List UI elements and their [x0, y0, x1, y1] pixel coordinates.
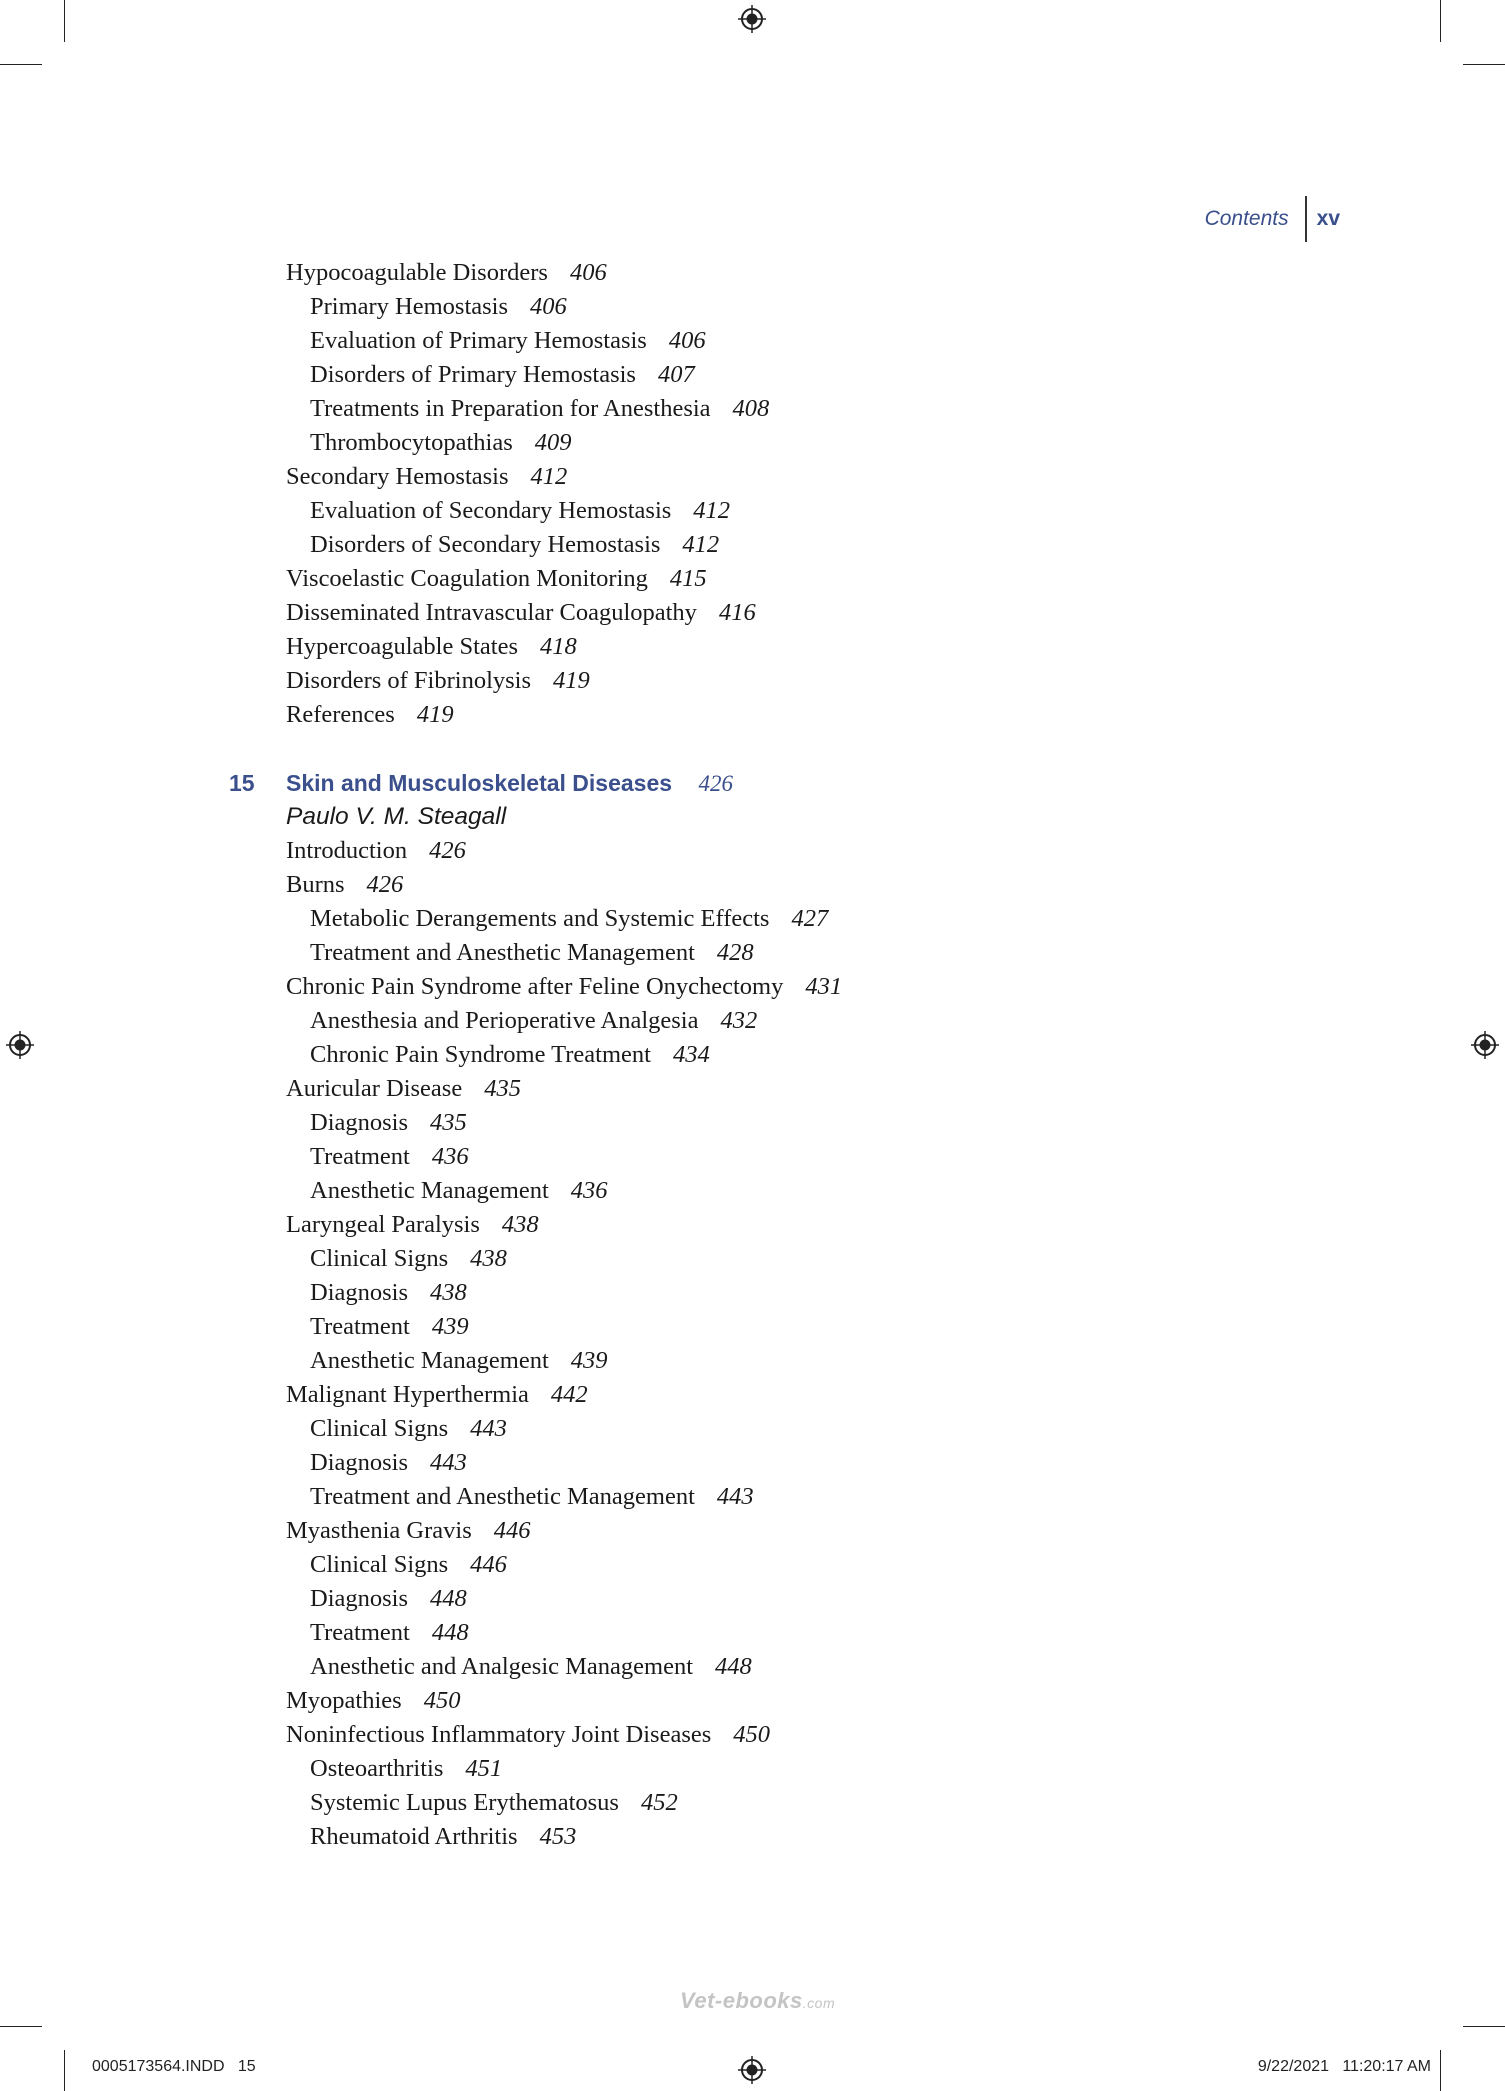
toc-entry[interactable]	[286, 1038, 1286, 1072]
chapter-page: 426	[698, 771, 734, 796]
toc-entry-title: Chronic Pain Syndrome after Feline Onychectomy	[286, 973, 784, 1000]
chapter-number: 15	[229, 770, 255, 796]
toc-entry[interactable]	[286, 970, 1286, 1004]
toc-entry-page: 442	[550, 1381, 588, 1408]
toc-entry-title: Chronic Pain Syndrome Treatment	[310, 1041, 651, 1068]
toc-entry-page: 426	[366, 871, 404, 898]
toc-entry-page: 431	[805, 973, 843, 1000]
toc-entry-title: Rheumatoid Arthritis	[310, 1823, 518, 1850]
toc-entry-page: 434	[672, 1041, 710, 1068]
toc-entry-title: Laryngeal Paralysis	[286, 1211, 480, 1238]
toc-entry[interactable]	[286, 1276, 1286, 1310]
crop-mark	[0, 64, 42, 65]
toc-entry-page: 436	[570, 1177, 608, 1204]
toc-entry-title: Secondary Hemostasis	[286, 463, 509, 490]
toc-entry-page: 446	[493, 1517, 531, 1544]
toc-entry-page: 409	[534, 429, 572, 456]
toc-entry[interactable]	[286, 256, 1286, 290]
toc-entry-title: Evaluation of Primary Hemostasis	[310, 327, 647, 354]
chapter-spacer	[286, 732, 1286, 766]
toc-entry-title: Systemic Lupus Erythematosus	[310, 1789, 619, 1816]
toc-entry-title: Diagnosis	[310, 1279, 408, 1306]
toc-entry-title: Treatment	[310, 1313, 410, 1340]
registration-mark-icon	[737, 4, 767, 34]
toc-entry-title: Disorders of Primary Hemostasis	[310, 361, 636, 388]
toc-entry[interactable]	[286, 1820, 1286, 1854]
crop-mark	[64, 2050, 65, 2091]
toc-entry-title: Primary Hemostasis	[310, 293, 509, 320]
toc-entry-title: Hypocoagulable Disorders	[286, 259, 548, 286]
toc-entry[interactable]	[286, 1616, 1286, 1650]
slug-datetime: 9/22/2021 11:20:17 AM	[1257, 2058, 1431, 2075]
toc-entry-title: Myopathies	[286, 1687, 402, 1714]
toc-entry-page: 418	[539, 633, 577, 660]
toc-entry[interactable]	[286, 1446, 1286, 1480]
toc-entry-page: 408	[732, 395, 770, 422]
toc-entry[interactable]	[286, 562, 1286, 596]
toc-entry[interactable]	[286, 1718, 1286, 1752]
toc-entry-title: Disseminated Intravascular Coagulopathy	[286, 599, 697, 626]
toc-entry[interactable]	[286, 902, 1286, 936]
toc-entry-page: 452	[640, 1789, 678, 1816]
toc-entry-page: 406	[569, 259, 607, 286]
toc-entry-title: Osteoarthritis	[310, 1755, 444, 1782]
toc-entry[interactable]	[286, 1208, 1286, 1242]
table-of-contents	[229, 256, 1286, 1854]
toc-entry-title: Malignant Hyperthermia	[286, 1381, 529, 1408]
toc-entry-page: 412	[530, 463, 568, 490]
slug-file: 0005173564.INDD 15	[92, 2058, 256, 2075]
toc-entry[interactable]	[286, 1072, 1286, 1106]
toc-entry-title: Treatment and Anesthetic Management	[310, 1483, 695, 1510]
toc-entry-title: Noninfectious Inflammatory Joint Diseases	[286, 1721, 712, 1748]
toc-entry-page: 448	[715, 1653, 752, 1680]
toc-entry-page: 439	[431, 1313, 469, 1340]
toc-list-before	[286, 256, 1286, 732]
toc-entry[interactable]	[286, 1004, 1286, 1038]
toc-entry-page: 435	[484, 1075, 521, 1102]
toc-entry-page: 451	[465, 1755, 503, 1782]
watermark-main: Vet-ebooks	[680, 1988, 803, 2013]
toc-entry-page: 419	[553, 667, 590, 694]
toc-entry[interactable]	[286, 1344, 1286, 1378]
toc-entry-page: 416	[718, 599, 756, 626]
toc-entry-title: Thrombocytopathias	[310, 429, 513, 456]
toc-entry-page: 453	[539, 1823, 577, 1850]
toc-entry-title: Clinical Signs	[310, 1551, 449, 1578]
toc-entry[interactable]	[286, 1650, 1286, 1684]
toc-entry-page: 428	[716, 939, 754, 966]
toc-entry-title: Diagnosis	[310, 1585, 408, 1612]
toc-entry-page: 443	[470, 1415, 507, 1442]
toc-entry-page: 435	[430, 1109, 467, 1136]
toc-entry-page: 406	[530, 293, 567, 320]
chapter-heading[interactable]	[229, 766, 1286, 800]
toc-entry[interactable]	[286, 1752, 1286, 1786]
crop-mark	[1463, 64, 1505, 65]
toc-entry-title: References	[286, 701, 395, 728]
toc-entry-title: Burns	[286, 871, 345, 898]
toc-entry[interactable]	[286, 1106, 1286, 1140]
registration-mark-icon	[1470, 1030, 1500, 1060]
toc-entry-title: Clinical Signs	[310, 1245, 449, 1272]
toc-entry-title: Myasthenia Gravis	[286, 1517, 472, 1544]
toc-entry-page: 407	[657, 361, 695, 388]
toc-entry[interactable]	[286, 1242, 1286, 1276]
chapter-title: Skin and Musculoskeletal Diseases	[286, 770, 673, 796]
toc-entry-title: Anesthetic Management	[310, 1347, 549, 1374]
toc-entry-page: 412	[693, 497, 731, 524]
toc-entry-title: Treatment	[310, 1143, 410, 1170]
chapter-author: Paulo V. M. Steagall	[286, 803, 507, 830]
toc-entry[interactable]	[286, 324, 1286, 358]
toc-entry[interactable]	[286, 290, 1286, 324]
toc-entry-title: Disorders of Fibrinolysis	[286, 667, 531, 694]
toc-entry-title: Viscoelastic Coagulation Monitoring	[286, 565, 648, 592]
toc-entry-title: Anesthetic Management	[310, 1177, 549, 1204]
registration-mark-icon	[5, 1030, 35, 1060]
toc-entry[interactable]	[286, 392, 1286, 426]
toc-entry-page: 450	[423, 1687, 461, 1714]
toc-entry-page: 426	[429, 837, 466, 864]
toc-entry-title: Evaluation of Secondary Hemostasis	[310, 497, 672, 524]
toc-entry-page: 415	[669, 565, 707, 592]
toc-entry-page: 406	[668, 327, 706, 354]
toc-entry[interactable]	[286, 1412, 1286, 1446]
toc-entry-title: Treatment and Anesthetic Management	[310, 939, 695, 966]
crop-mark	[1463, 2026, 1505, 2027]
watermark-logo	[680, 1988, 835, 2014]
toc-entry[interactable]	[286, 1582, 1286, 1616]
toc-entry-page: 427	[791, 905, 829, 932]
toc-entry-title: Hypercoagulable States	[286, 633, 518, 660]
toc-entry-page: 448	[430, 1585, 467, 1612]
toc-entry-title: Anesthetic and Analgesic Management	[310, 1653, 694, 1680]
toc-entry[interactable]	[286, 1684, 1286, 1718]
toc-entry-page: 419	[416, 701, 454, 728]
toc-entry-title: Diagnosis	[310, 1449, 408, 1476]
running-header	[1205, 196, 1340, 242]
toc-entry[interactable]	[286, 1140, 1286, 1174]
toc-entry[interactable]	[286, 1310, 1286, 1344]
toc-entry-page: 448	[431, 1619, 469, 1646]
crop-mark	[0, 2026, 42, 2027]
toc-entry[interactable]	[286, 1786, 1286, 1820]
toc-entry-page: 450	[733, 1721, 771, 1748]
toc-entry[interactable]	[286, 460, 1286, 494]
toc-entry[interactable]	[286, 1174, 1286, 1208]
toc-entry[interactable]	[286, 426, 1286, 460]
watermark-suffix: .com	[802, 1995, 836, 2011]
header-section-title: Contents	[1204, 207, 1289, 230]
toc-entry-title: Diagnosis	[310, 1109, 408, 1136]
toc-entry-title: Introduction	[286, 837, 408, 864]
toc-entry[interactable]	[286, 494, 1286, 528]
toc-entry-title: Metabolic Derangements and Systemic Effects	[310, 905, 770, 932]
toc-entry-title: Treatments in Preparation for Anesthesia	[310, 395, 711, 422]
toc-entry[interactable]	[286, 528, 1286, 562]
toc-entry-page: 412	[682, 531, 720, 558]
toc-entry-page: 436	[431, 1143, 469, 1170]
toc-entry[interactable]	[286, 664, 1286, 698]
toc-entry[interactable]	[286, 834, 1286, 868]
toc-entry[interactable]	[286, 1480, 1286, 1514]
toc-entry-page: 443	[716, 1483, 754, 1510]
toc-entry-title: Anesthesia and Perioperative Analgesia	[310, 1007, 699, 1034]
toc-entry[interactable]	[286, 358, 1286, 392]
toc-entry-title: Treatment	[310, 1619, 410, 1646]
toc-entry-title: Disorders of Secondary Hemostasis	[310, 531, 661, 558]
header-page-number: xv	[1316, 207, 1340, 230]
toc-entry-page: 432	[720, 1007, 758, 1034]
toc-entry-page: 439	[570, 1347, 608, 1374]
toc-entry[interactable]	[286, 868, 1286, 902]
toc-entry-page: 443	[430, 1449, 467, 1476]
toc-entry[interactable]	[286, 1514, 1286, 1548]
toc-entry-page: 446	[470, 1551, 507, 1578]
toc-entry[interactable]	[286, 1378, 1286, 1412]
crop-mark	[1440, 2050, 1441, 2091]
registration-mark-icon	[737, 2055, 767, 2085]
toc-entry[interactable]	[286, 936, 1286, 970]
toc-entry[interactable]	[286, 698, 1286, 732]
toc-entry-title: Clinical Signs	[310, 1415, 449, 1442]
crop-mark	[64, 0, 65, 42]
toc-list-after	[286, 834, 1286, 1854]
crop-mark	[1440, 0, 1441, 42]
toc-entry[interactable]	[286, 1548, 1286, 1582]
toc-entry-page: 438	[430, 1279, 467, 1306]
toc-entry[interactable]	[286, 596, 1286, 630]
toc-entry-page: 438	[470, 1245, 507, 1272]
toc-entry[interactable]	[286, 630, 1286, 664]
toc-entry-title: Auricular Disease	[286, 1075, 463, 1102]
toc-entry-page: 438	[501, 1211, 539, 1238]
